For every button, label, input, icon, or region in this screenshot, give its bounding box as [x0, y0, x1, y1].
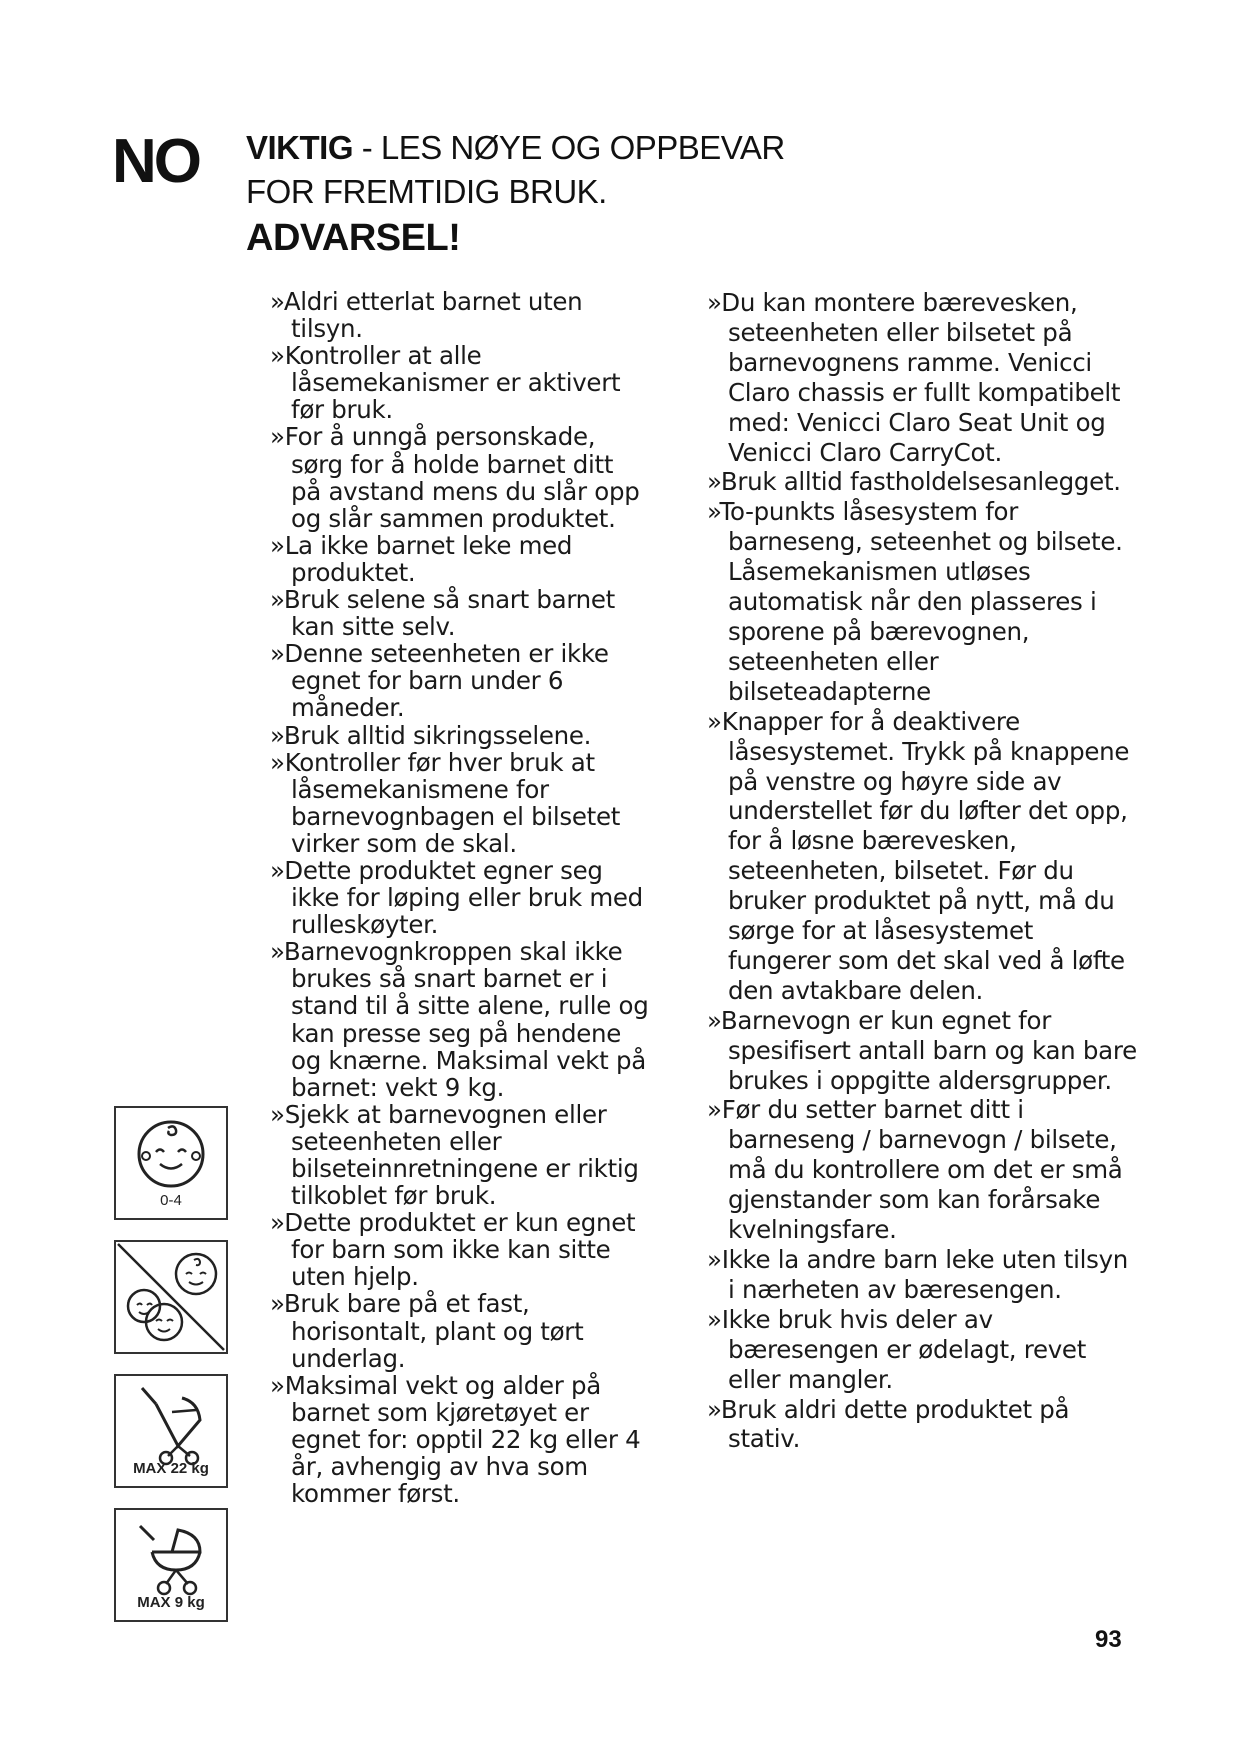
list-item: » Knapper for å deaktivere låsesystemet. Trykk på knappene på venstre og høyre side av understellet før du løfter det opp, for å løsne bærevesken, seteenheten, bilsetet. Før du bruker produktet på nytt, må du sørge for at låsesystemet fungerer som det skal ved å løfte den avtakbare delen.	[707, 707, 1137, 1006]
pram-max-weight-icon	[114, 1508, 228, 1622]
page-number: 93	[1095, 1626, 1122, 1653]
heading-subtitle-1: - LES NØYE OG OPPBEVAR	[361, 129, 785, 166]
pram-max-label: MAX 9 kg	[137, 1594, 205, 1611]
list-item: » Denne seteenheten er ikke egnet for barn under 6 måneder.	[270, 640, 650, 721]
list-item: » Bruk alltid fastholdelsesanlegget.	[707, 467, 1137, 497]
heading-line-1	[246, 126, 785, 170]
list-item: » To-punkts låsesystem for barneseng, seteenhet og bilsete. Låsemekanismen utløses automatisk når den plasseres i sporene på bærevognen, seteenheten eller bilseteadapterne	[707, 497, 1137, 706]
warnings-list-right	[707, 288, 1137, 1454]
age-0-4-icon	[114, 1106, 228, 1220]
heading-subtitle-2: FOR FREMTIDIG BRUK.	[246, 173, 607, 210]
list-item: » Barnevogn er kun egnet for spesifisert antall barn og kan bare brukes i oppgitte aldersgrupper.	[707, 1006, 1137, 1096]
important-label: VIKTIG	[246, 129, 354, 166]
warnings-list-left	[270, 288, 650, 1507]
list-item: » Ikke bruk hvis deler av bæresengen er ødelagt, revet eller mangler.	[707, 1305, 1137, 1395]
list-item: » Bruk aldri dette produktet på stativ.	[707, 1395, 1137, 1455]
document-heading	[246, 126, 785, 262]
not-for-twins-icon	[114, 1240, 228, 1354]
list-item: » Dette produktet er kun egnet for barn som ikke kan sitte uten hjelp.	[270, 1209, 650, 1290]
list-item: » Før du setter barnet ditt i barneseng / barnevogn / bilsete, må du kontrollere om det er små gjenstander som kan forårsake kvelningsfare.	[707, 1095, 1137, 1245]
list-item: » Bruk selene så snart barnet kan sitte selv.	[270, 586, 650, 640]
stroller-max-label: MAX 22 kg	[133, 1460, 209, 1477]
list-item: » Dette produktet egner seg ikke for løping eller bruk med rulleskøyter.	[270, 857, 650, 938]
list-item: » Bruk alltid sikringsselene.	[270, 722, 650, 749]
stroller-max-weight-icon	[114, 1374, 228, 1488]
list-item: » La ikke barnet leke med produktet.	[270, 532, 650, 586]
list-item: » For å unngå personskade, sørg for å holde barnet ditt på avstand mens du slår opp og slår sammen produktet.	[270, 423, 650, 531]
list-item: » Bruk bare på et fast, horisontalt, plant og tørt underlag.	[270, 1290, 650, 1371]
list-item: » Du kan montere bærevesken, seteenheten eller bilsetet på barnevognens ramme. Venicci Claro chassis er fullt kompatibelt med: Venicci Claro Seat Unit og Venicci Claro CarryCot.	[707, 288, 1137, 467]
list-item: » Kontroller før hver bruk at låsemekanismene for barnevognbagen el bilsetet virker som de skal.	[270, 749, 650, 857]
age-range-label: 0-4	[160, 1192, 182, 1209]
list-item: » Maksimal vekt og alder på barnet som kjøretøyet er egnet for: opptil 22 kg eller 4 år, avhengig av hva som kommer først.	[270, 1372, 650, 1507]
warning-title: ADVARSEL!	[246, 217, 461, 259]
language-code: NO	[112, 127, 199, 196]
list-item: » Sjekk at barnevognen eller seteenheten eller bilseteinnretningene er riktig tilkoblet før bruk.	[270, 1101, 650, 1209]
two-babies-crossed-icon	[116, 1242, 226, 1352]
list-item: » Aldri etterlat barnet uten tilsyn.	[270, 288, 650, 342]
list-item: » Barnevognkroppen skal ikke brukes så snart barnet er i stand til å sitte alene, rulle og kan presse seg på hendene og knærne. Maksimal vekt på barnet: vekt 9 kg.	[270, 938, 650, 1101]
list-item: » Kontroller at alle låsemekanismer er aktivert før bruk.	[270, 342, 650, 423]
list-item: » Ikke la andre barn leke uten tilsyn i nærheten av bæresengen.	[707, 1245, 1137, 1305]
